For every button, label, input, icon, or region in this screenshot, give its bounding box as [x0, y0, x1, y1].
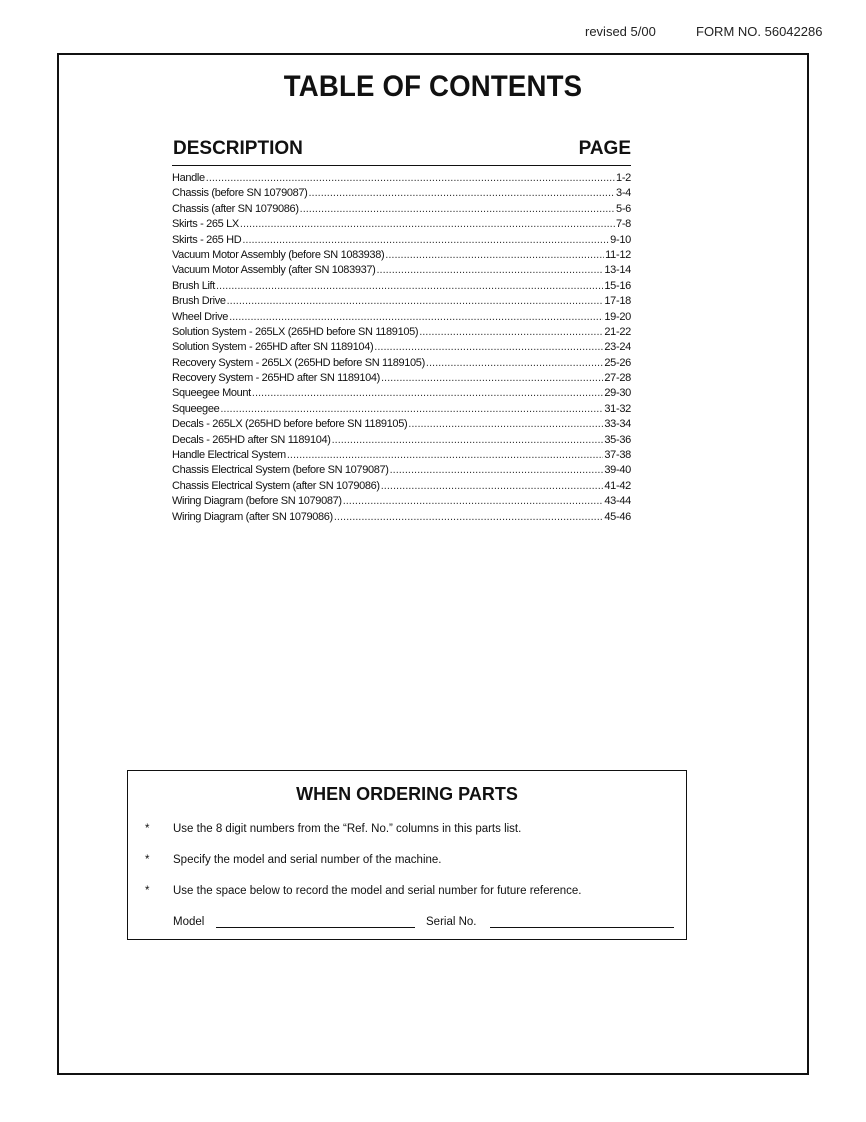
- toc-entry[interactable]: [172, 479, 631, 494]
- toc-entry-label: Solution System - 265LX (265HD before SN 1189105): [172, 325, 419, 338]
- ordering-parts-box: [127, 770, 687, 940]
- dot-leader: [426, 356, 603, 371]
- dot-leader: [419, 325, 603, 340]
- toc-entry-page: 31-32: [604, 402, 631, 415]
- toc-entry-label: Skirts - 265 HD: [172, 233, 242, 246]
- toc-entry[interactable]: [172, 186, 631, 201]
- toc-entry-label: Solution System - 265HD after SN 1189104): [172, 341, 374, 354]
- toc-entry-page: 9-10: [610, 233, 631, 246]
- toc-entry[interactable]: [172, 340, 631, 355]
- dot-leader: [227, 294, 604, 309]
- toc-entry-page: 37-38: [604, 449, 631, 462]
- dot-leader: [381, 479, 604, 494]
- toc-entry-label: Chassis (before SN 1079087): [172, 187, 308, 200]
- toc-entry-label: Handle Electrical System: [172, 449, 286, 462]
- serial-number-field-line[interactable]: [490, 927, 674, 928]
- toc-entry-label: Brush Lift: [172, 279, 215, 292]
- toc-entry-page: 39-40: [604, 464, 631, 477]
- toc-entry-label: Chassis Electrical System (before SN 1079087): [172, 464, 389, 477]
- page-title: TABLE OF CONTENTS: [283, 70, 583, 103]
- instruction-text: Specify the model and serial number of the machine.: [173, 854, 442, 866]
- toc-entry[interactable]: [172, 402, 631, 417]
- toc-entry[interactable]: [172, 448, 631, 463]
- toc-entry-page: 13-14: [604, 264, 631, 277]
- toc-entry[interactable]: [172, 356, 631, 371]
- toc-entry-page: 43-44: [604, 495, 631, 508]
- toc-entry-label: Brush Drive: [172, 295, 226, 308]
- form-number: FORM NO. 56042286: [696, 24, 823, 39]
- ordering-instruction: [145, 885, 581, 897]
- dot-leader: [374, 340, 603, 355]
- toc-entry-label: Squeegee Mount: [172, 387, 251, 400]
- toc-column-header: [172, 137, 631, 166]
- toc-entry-label: Squeegee: [172, 402, 220, 415]
- toc-entry-page: 5-6: [616, 202, 631, 215]
- toc-entry-page: 19-20: [604, 310, 631, 323]
- toc-entry[interactable]: [172, 233, 631, 248]
- toc-entry-page: 23-24: [604, 341, 631, 354]
- page-column-heading: PAGE: [578, 138, 631, 159]
- dot-leader: [408, 417, 603, 432]
- toc-entry-page: 45-46: [604, 510, 631, 523]
- model-field-line[interactable]: [216, 927, 415, 928]
- toc-entry[interactable]: [172, 371, 631, 386]
- toc-entry-page: 11-12: [605, 248, 631, 261]
- bullet-asterisk: *: [145, 885, 150, 897]
- toc-entry-page: 3-4: [616, 187, 631, 200]
- toc-entry-label: Vacuum Motor Assembly (before SN 1083938): [172, 248, 385, 261]
- dot-leader: [381, 371, 603, 386]
- toc-entry-label: Wiring Diagram (before SN 1079087): [172, 495, 342, 508]
- toc-entry-label: Skirts - 265 LX: [172, 218, 239, 231]
- model-label: Model: [173, 916, 205, 928]
- dot-leader: [332, 433, 604, 448]
- toc-entry[interactable]: [172, 463, 631, 478]
- toc-entry-page: 7-8: [616, 218, 631, 231]
- toc-entry[interactable]: [172, 248, 631, 263]
- revised-date: revised 5/00: [585, 24, 656, 39]
- dot-leader: [287, 448, 603, 463]
- serial-number-label: Serial No.: [426, 916, 477, 928]
- dot-leader: [242, 233, 609, 248]
- toc-entry-label: Chassis Electrical System (after SN 1079086): [172, 479, 380, 492]
- toc-entry-label: Decals - 265LX (265HD before before SN 1189105): [172, 418, 408, 431]
- dot-leader: [216, 279, 603, 294]
- ordering-instruction: [145, 823, 521, 835]
- toc-entry-label: Chassis (after SN 1079086): [172, 202, 299, 215]
- description-column-heading: DESCRIPTION: [173, 138, 303, 159]
- toc-entry-label: Recovery System - 265HD after SN 1189104): [172, 372, 380, 385]
- toc-entry[interactable]: [172, 510, 631, 525]
- dot-leader: [206, 171, 615, 186]
- toc-entry[interactable]: [172, 263, 631, 278]
- dot-leader: [229, 310, 603, 325]
- toc-entry[interactable]: [172, 386, 631, 401]
- toc-list: [172, 171, 631, 525]
- dot-leader: [343, 494, 604, 509]
- toc-entry-label: Recovery System - 265LX (265HD before SN 1189105): [172, 356, 425, 369]
- toc-entry[interactable]: [172, 417, 631, 432]
- toc-entry-page: 35-36: [604, 433, 631, 446]
- toc-entry-page: 1-2: [616, 172, 631, 184]
- instruction-text: Use the space below to record the model and serial number for future reference.: [173, 885, 582, 897]
- toc-entry-page: 25-26: [604, 356, 631, 369]
- toc-entry[interactable]: [172, 217, 631, 232]
- toc-entry[interactable]: [172, 494, 631, 509]
- bullet-asterisk: *: [145, 823, 150, 835]
- toc-entry[interactable]: [172, 294, 631, 309]
- toc-entry-page: 21-22: [604, 325, 631, 338]
- bullet-asterisk: *: [145, 854, 150, 866]
- dot-leader: [308, 186, 615, 201]
- ordering-instruction: [145, 854, 441, 866]
- toc-entry-label: Decals - 265HD after SN 1189104): [172, 433, 331, 446]
- toc-entry-page: 15-16: [604, 279, 631, 292]
- toc-entry-page: 27-28: [604, 372, 631, 385]
- toc-entry-label: Wiring Diagram (after SN 1079086): [172, 510, 333, 523]
- dot-leader: [334, 510, 604, 525]
- toc-entry[interactable]: [172, 325, 631, 340]
- toc-entry-page: 29-30: [604, 387, 631, 400]
- toc-entry-label: Wheel Drive: [172, 310, 229, 323]
- dot-leader: [376, 263, 603, 278]
- instruction-text: Use the 8 digit numbers from the “Ref. No.” columns in this parts list.: [173, 823, 522, 835]
- toc-entry[interactable]: [172, 433, 631, 448]
- dot-leader: [385, 248, 604, 263]
- toc-entry-label: Handle: [172, 172, 205, 184]
- dot-leader: [240, 217, 615, 232]
- dot-leader: [390, 463, 604, 478]
- toc-entry[interactable]: [172, 202, 631, 217]
- dot-leader: [252, 386, 603, 401]
- toc-entry[interactable]: [172, 310, 631, 325]
- toc-entry-page: 17-18: [604, 295, 631, 308]
- toc-entry-page: 33-34: [604, 418, 631, 431]
- dot-leader: [220, 402, 603, 417]
- toc-entry[interactable]: [172, 171, 631, 186]
- dot-leader: [300, 202, 615, 217]
- ordering-title: WHEN ORDERING PARTS: [296, 784, 518, 804]
- toc-entry-page: 41-42: [604, 479, 631, 492]
- page-frame: [57, 53, 809, 1075]
- toc-entry[interactable]: [172, 279, 631, 294]
- toc-entry-label: Vacuum Motor Assembly (after SN 1083937): [172, 264, 376, 277]
